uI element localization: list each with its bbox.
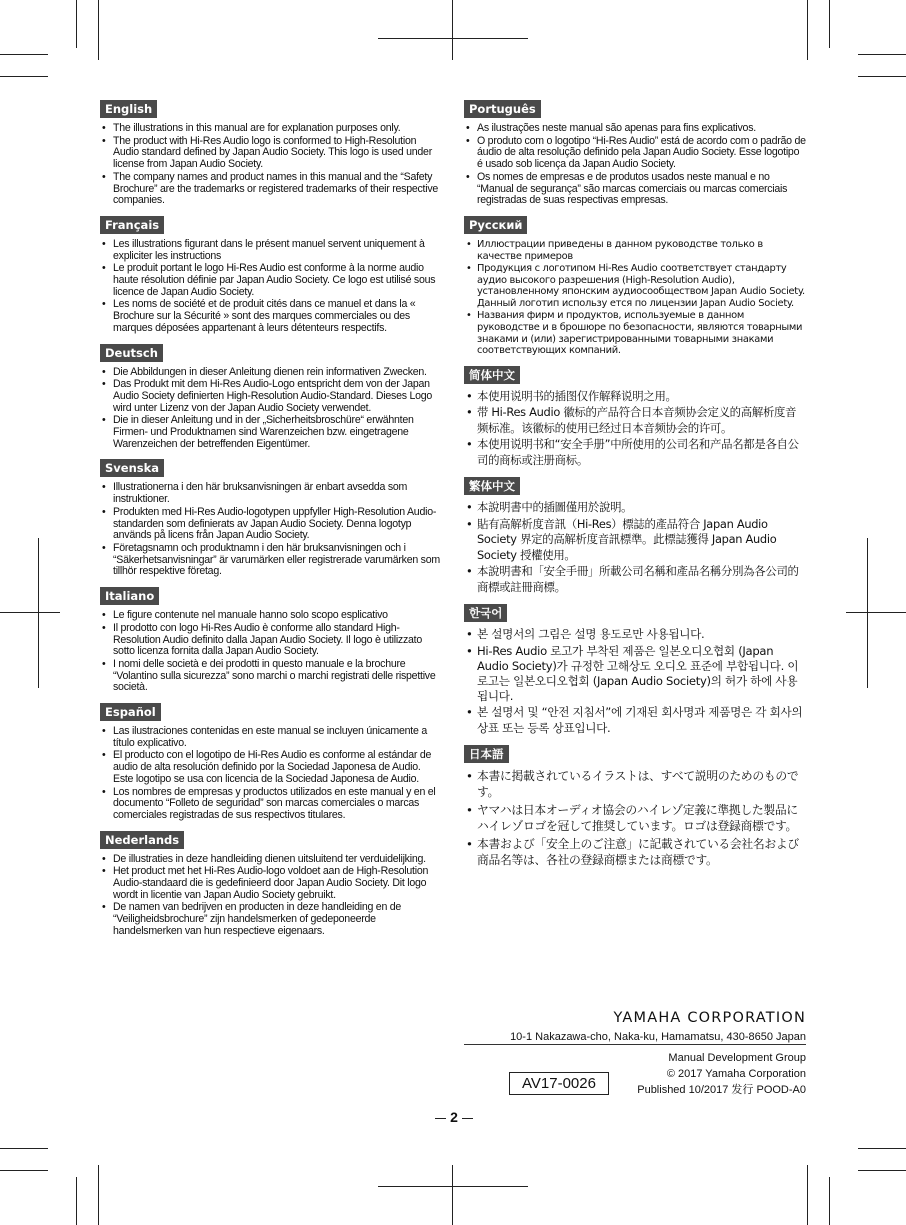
notice-item: • Los nombres de empresas y productos utilizados en este manual y en el documento “Folleto de seguridad” son marcas comerciales o marcas comerciales registradas de sus respectivos titulares.: [100, 787, 442, 822]
notice-item: • Les illustrations figurant dans le présent manuel servent uniquement à expliciter les instructions: [100, 239, 442, 262]
notice-item: • 带 Hi-Res Audio 徽标的产品符合日本音频协会定义的高解析度音频标准。该徽标的使用已经过日本音频协会的许可。: [464, 405, 806, 436]
page-number-value: 2: [450, 1109, 458, 1125]
page-number: [432, 1109, 476, 1125]
notice-item: • Os nomes de empresas e de produtos usados neste manual e no “Manual de segurança” são marcas comerciais ou marcas comerciais registradas de suas respectivas empresas.: [464, 172, 806, 207]
brand-name: YAMAHA CORPORATION: [613, 1010, 806, 1026]
notice-item: • Иллюстрации приведены в данном руководстве только в качестве примеров: [464, 239, 806, 262]
language-header: English: [100, 100, 157, 118]
language-header: 简体中文: [464, 366, 520, 384]
notice-list: [464, 239, 806, 357]
language-section: [464, 366, 806, 469]
notice-item: • Illustrationerna i den här bruksanvisningen är enbart avsedda som instruktioner.: [100, 482, 442, 505]
notice-item: • Il prodotto con logo Hi-Res Audio è conforme allo standard High-Resolution Audio definito dalla Japan Audio Society. Il logo è utilizzato sotto licenza fornita dalla Japan Audio Society.: [100, 623, 442, 658]
language-header: Português: [464, 100, 541, 118]
notice-item: • 貼有高解析度音訊（Hi-Res）標誌的產品符合 Japan Audio Society 界定的高解析度音訊標準。此標誌獲得 Japan Audio Society 授權使用。: [464, 517, 806, 564]
notice-list: [100, 123, 442, 207]
notice-item: • 本使用说明书的插图仅作解释说明之用。: [464, 389, 806, 405]
footer-divider: [464, 1044, 806, 1045]
language-section: [100, 831, 442, 938]
copyright: © 2017 Yamaha Corporation: [666, 1068, 806, 1080]
language-header: 日本語: [464, 745, 509, 763]
notice-list: [464, 627, 806, 735]
language-header: Deutsch: [100, 344, 163, 362]
left-column: [100, 100, 442, 947]
notice-item: • De namen van bedrijven en producten in deze handleiding en de “Veiligheidsbrochure” zijn handelsmerken of gedeponeerde handelsmerken van hun respectieve eigenaars.: [100, 902, 442, 937]
notice-item: • Het product met het Hi-Res Audio-logo voldoet aan de High-Resolution Audio-standaard die is gedefinieerd door Japan Audio Society. Dit logo wordt in licentie van Japan Audio Society gebruikt.: [100, 866, 442, 901]
language-section: [100, 587, 442, 694]
language-header: Nederlands: [100, 831, 184, 849]
notice-item: • Le produit portant le logo Hi-Res Audio est conforme à la norme audio haute résolution définie par Japan Audio Society. Ce logo est utilisé sous licence de Japan Audio Society.: [100, 263, 442, 298]
notice-item: • Продукция с логотипом Hi-Res Audio соответствует стандарту аудио высокого разрешения (High-Resolution Audio), установленному японским аудиосообществом Japan Audio Society. Данный логотип использу ется по лицензии Japan Audio Society.: [464, 263, 806, 309]
notice-item: • 本書に掲載されているイラストは、すべて説明のためのものです。: [464, 768, 806, 801]
language-section: [100, 100, 442, 207]
language-header: 한국어: [464, 604, 507, 622]
language-header: Svenska: [100, 459, 164, 477]
notice-item: • O produto com o logotipo “Hi-Res Audio” está de acordo com o padrão de áudio de alta resolução definido pela Japan Audio Society. Esse logotipo é usado sob licença da Japan Audio Society.: [464, 136, 806, 171]
notice-item: • 本書および「安全上のご注意」に記載されている会社名および商品名等は、各社の登録商標または商標です。: [464, 836, 806, 869]
notice-item: • Les noms de société et de produit cités dans ce manuel et dans la « Brochure sur la Sécurité » sont des marques commerciales ou des marques déposées appartenant à leurs détenteurs respectifs.: [100, 299, 442, 334]
notice-item: • I nomi delle società e dei prodotti in questo manuale e la brochure “Volantino sulla sicurezza” sono marchi o marchi registrati delle rispettive società.: [100, 659, 442, 694]
language-section: [100, 703, 442, 822]
notice-item: • 本說明書和「安全手冊」所載公司名稱和產品名稱分別為各公司的商標或註冊商標。: [464, 564, 806, 595]
language-section: [464, 216, 806, 357]
notice-item: • El producto con el logotipo de Hi-Res Audio es conforme al estándar de audio de alta resolución definido por la Sociedad Japonesa de Audio. Este logotipo se usa con licencia de la Sociedad Japonesa de Audio.: [100, 750, 442, 785]
notice-item: • 본 설명서의 그림은 설명 용도로만 사용됩니다.: [464, 627, 806, 642]
notice-item: • As ilustrações neste manual são apenas para fins explicativos.: [464, 123, 806, 135]
manual-code: AV17-0026: [509, 1072, 609, 1095]
notice-item: • Hi-Res Audio 로고가 부착된 제품은 일본오디오협회 (Japan Audio Society)가 규정한 고해상도 오디오 표준에 부합됩니다. 이 로고는 일본오디오협회 (Japan Audio Society)의 허가 하에 사용됩니다.: [464, 644, 806, 705]
language-section: [464, 100, 806, 207]
notice-item: • Produkten med Hi-Res Audio-logotypen uppfyller High-Resolution Audio-standarden som definierats av Japan Audio Society. Denna logotyp används på licens från Japan Audio Society.: [100, 507, 442, 542]
notice-item: • 본 설명서 및 “안전 지침서”에 기재된 회사명과 제품명은 각 회사의 상표 또는 등록 상표입니다.: [464, 705, 806, 735]
notice-item: • 本使用说明书和“安全手册”中所使用的公司名和产品名都是各自公司的商标或注册商标。: [464, 437, 806, 468]
notice-item: • De illustraties in deze handleiding dienen uitsluitend ter verduidelijking.: [100, 854, 442, 866]
language-header: Italiano: [100, 587, 159, 605]
notice-list: [100, 367, 442, 451]
notice-list: [464, 123, 806, 207]
language-section: [100, 459, 442, 578]
language-section: [464, 604, 806, 735]
language-section: [100, 344, 442, 451]
language-header: 繁体中文: [464, 477, 520, 495]
published-line: Published 10/2017 发行 POOD-A0: [637, 1084, 806, 1096]
notice-list: [100, 610, 442, 694]
notice-list: [464, 389, 806, 469]
notice-list: [464, 768, 806, 869]
notice-item: • Le figure contenute nel manuale hanno solo scopo esplicativo: [100, 610, 442, 622]
notice-item: • The illustrations in this manual are for explanation purposes only.: [100, 123, 442, 135]
manual-group: Manual Development Group: [668, 1052, 806, 1064]
language-header: Русский: [464, 216, 527, 234]
language-section: [464, 745, 806, 869]
notice-item: • Das Produkt mit dem Hi-Res Audio-Logo entspricht dem von der Japan Audio Society definierten High-Resolution Audio-Standard. Dieses Logo wird unter Lizenz von der Japan Audio Society verwendet.: [100, 379, 442, 414]
notice-item: • Företagsnamn och produktnamn i den här bruksanvisningen och i “Säkerhetsanvisningar” är varumärken eller registrerade varumärken som tillhör respektive företag.: [100, 543, 442, 578]
notice-item: • Die in dieser Anleitung und in der „Sicherheitsbroschüre“ erwähnten Firmen- und Produktnamen sind Warenzeichen bzw. eingetragene Warenzeichen der betreffenden Eigentümer.: [100, 415, 442, 450]
notice-list: [100, 726, 442, 822]
notice-item: • The company names and product names in this manual and the “Safety Brochure” are the trademarks or registered trademarks of their respective companies.: [100, 172, 442, 207]
language-header: Español: [100, 703, 161, 721]
company-address: 10-1 Nakazawa-cho, Naka-ku, Hamamatsu, 430-8650 Japan: [510, 1031, 806, 1043]
notice-item: • 本說明書中的插圖僅用於說明。: [464, 500, 806, 516]
notice-list: [100, 239, 442, 335]
notice-item: • The product with Hi-Res Audio logo is conformed to High-Resolution Audio standard defined by Japan Audio Society. This logo is used under license from Japan Audio Society.: [100, 136, 442, 171]
notice-list: [100, 482, 442, 578]
publication-info: [637, 1050, 806, 1098]
notice-list: [100, 854, 442, 938]
notice-item: • ヤマハは日本オーディオ協会のハイレゾ定義に準拠した製品にハイレゾロゴを冠して推奨しています。ロゴは登録商標です。: [464, 802, 806, 835]
notice-item: • Die Abbildungen in dieser Anleitung dienen rein informativen Zwecken.: [100, 367, 442, 379]
right-column: [464, 100, 806, 878]
language-header: Français: [100, 216, 164, 234]
language-section: [100, 216, 442, 335]
language-section: [464, 477, 806, 595]
notice-item: • Названия фирм и продуктов, используемые в данном руководстве и в брошюре по безопасности, являются товарными знаками и (или) зарегистрированными товарными знаками соответствующих компаний.: [464, 310, 806, 356]
notice-list: [464, 500, 806, 595]
notice-item: • Las ilustraciones contenidas en este manual se incluyen únicamente a título explicativo.: [100, 726, 442, 749]
